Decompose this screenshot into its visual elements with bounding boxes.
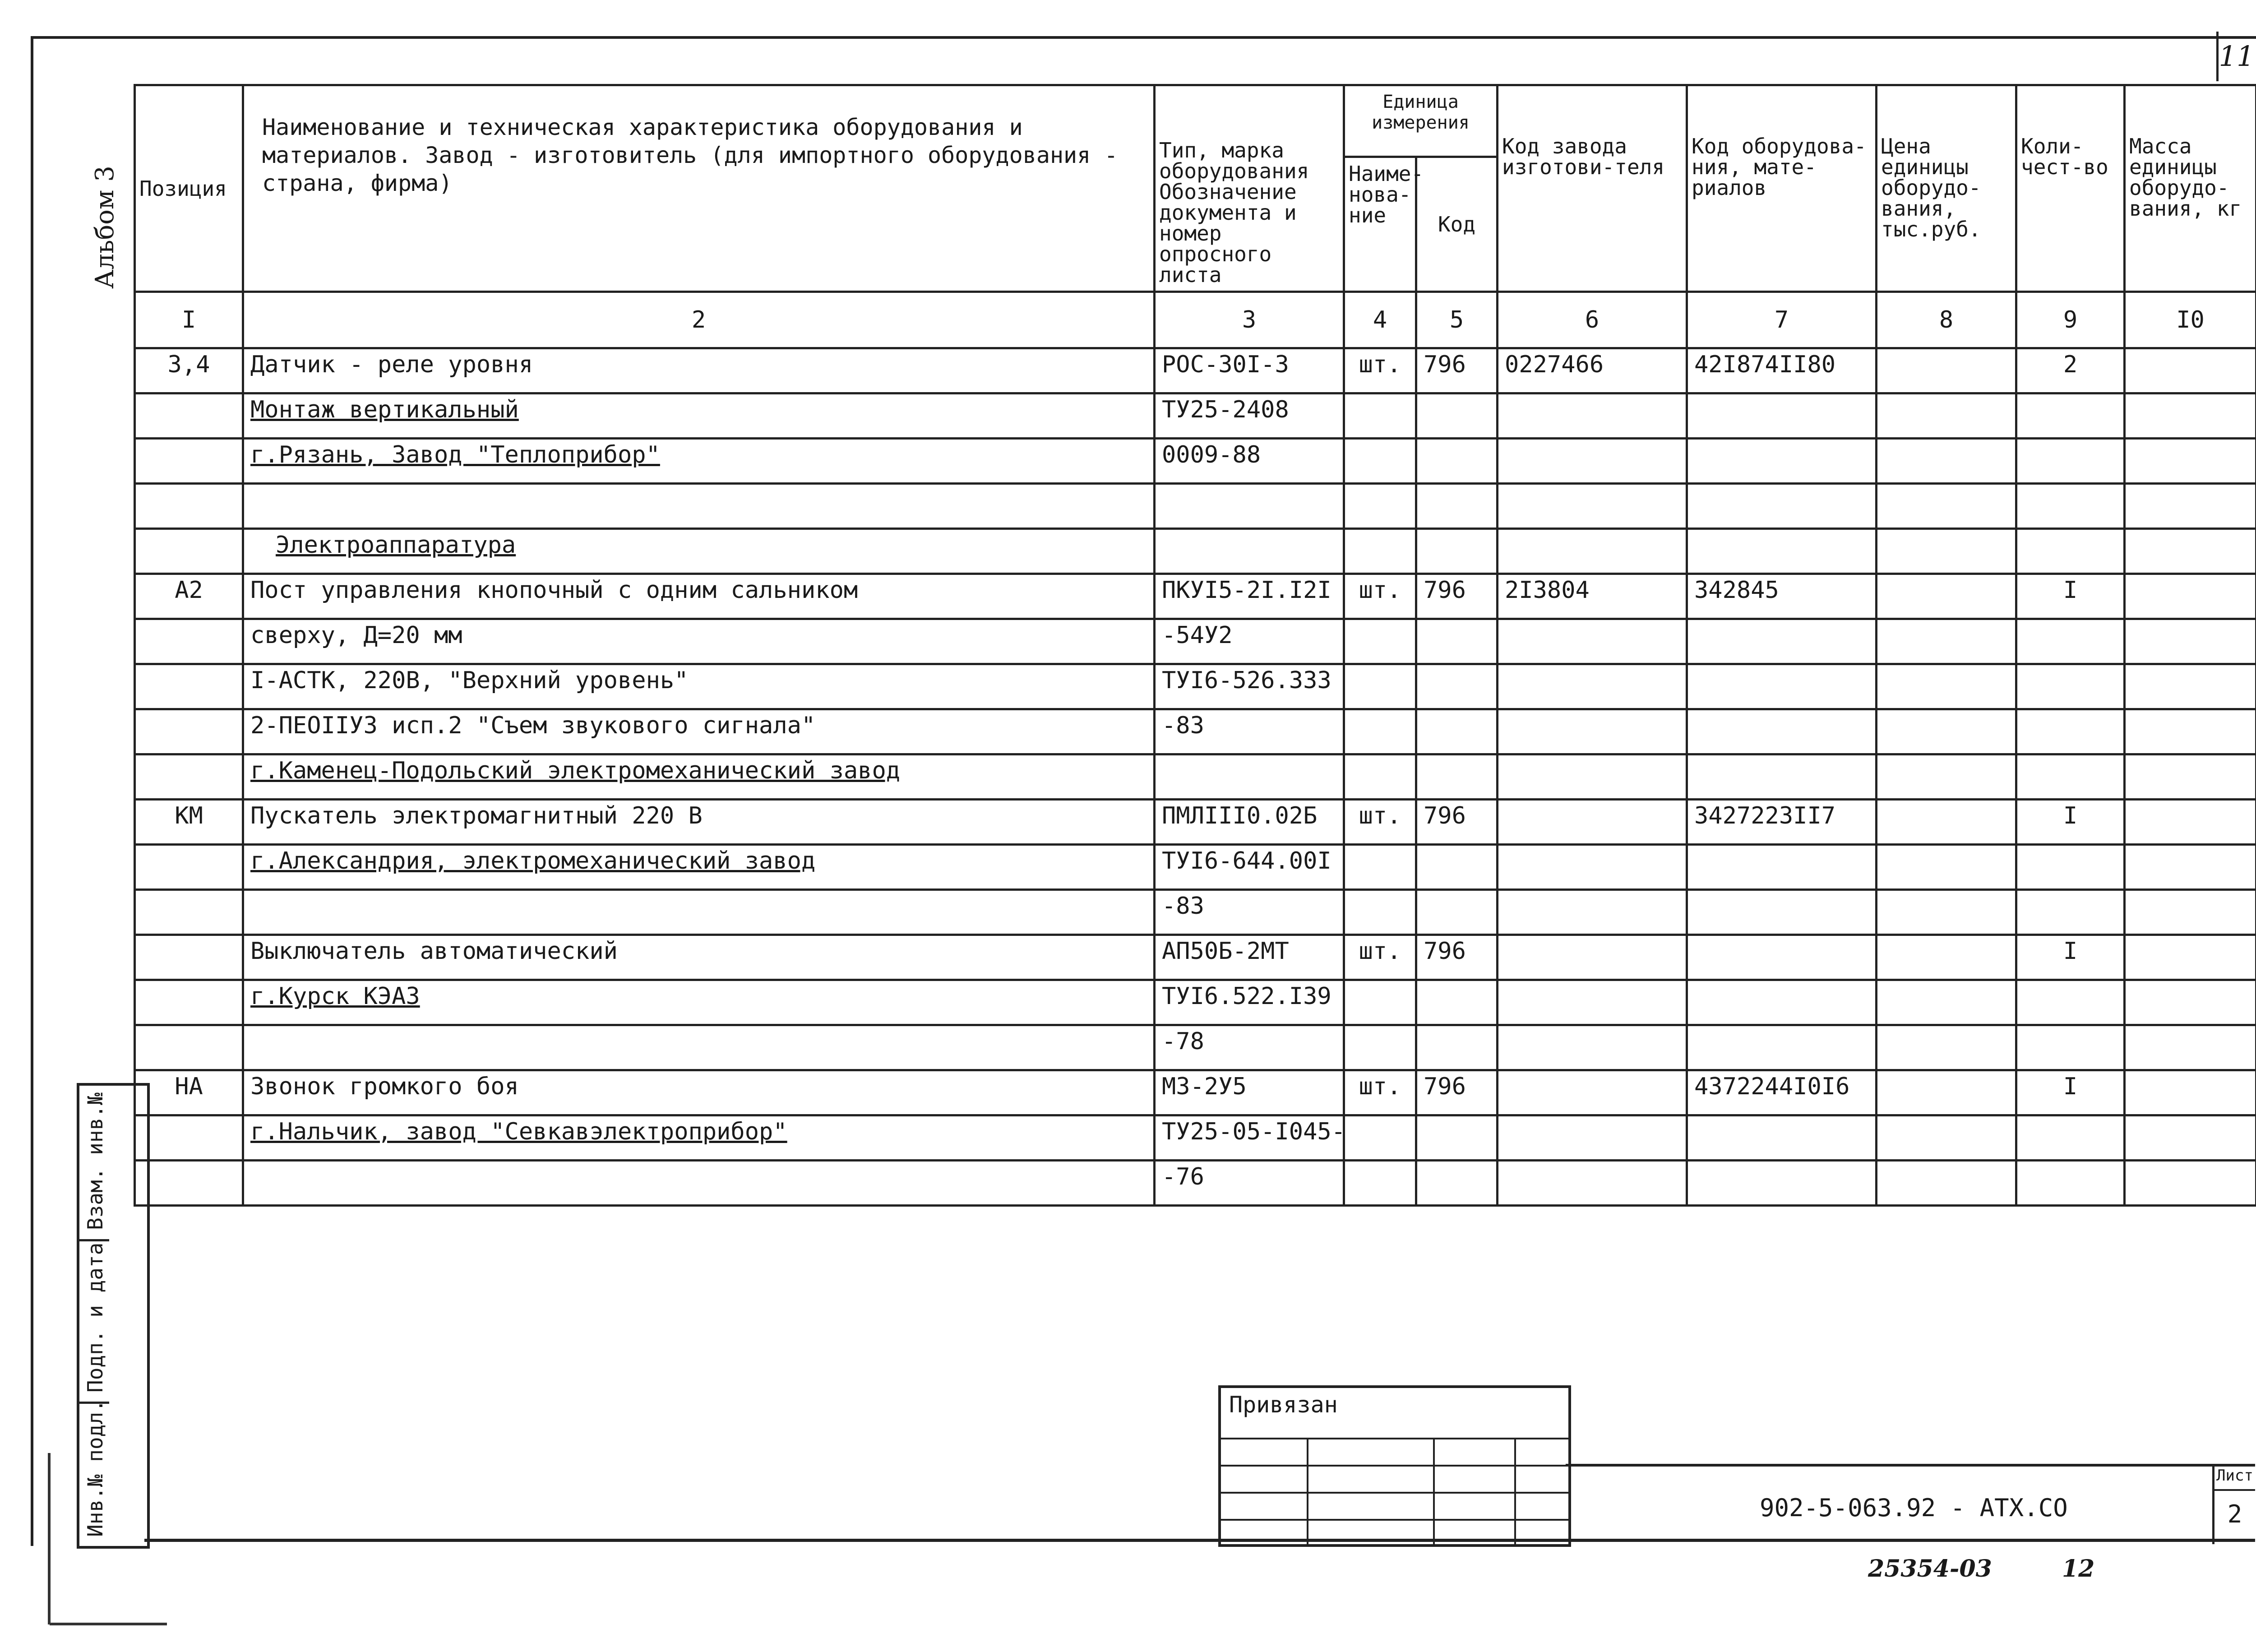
binding-box	[1218, 1385, 1571, 1547]
cell-position	[135, 1115, 243, 1161]
cell-name: г.Нальчик, завод "Севкавэлектроприбор"	[243, 1115, 1155, 1161]
table-row	[135, 1115, 2256, 1161]
cell-position	[135, 439, 243, 484]
cell-unit-code	[1416, 709, 1498, 754]
binding-label: Привязан	[1229, 1392, 1338, 1418]
cell-unit	[1344, 1115, 1416, 1161]
cell-plant-code	[1498, 845, 1687, 890]
cell-mass	[2125, 484, 2256, 529]
cell-unit-code	[1416, 1161, 1498, 1206]
cell-equip-code	[1687, 529, 1877, 574]
table-row	[135, 709, 2256, 754]
cell-qty	[2016, 1025, 2125, 1070]
cell-price	[1877, 935, 2016, 980]
cell-price	[1877, 709, 2016, 754]
document-code: 902-5-063.92 - АТХ.СО	[1760, 1494, 2068, 1522]
cell-mass	[2125, 619, 2256, 664]
cell-mass	[2125, 935, 2256, 980]
cell-name: г.Курск КЭАЗ	[243, 980, 1155, 1025]
cell-name: Пускатель электромагнитный 220 В	[243, 800, 1155, 845]
cell-unit	[1344, 845, 1416, 890]
cell-plant-code	[1498, 935, 1687, 980]
binding-divider	[1307, 1438, 1308, 1544]
cell-name	[243, 484, 1155, 529]
cell-price	[1877, 393, 2016, 439]
cell-qty: I	[2016, 800, 2125, 845]
cell-price	[1877, 1025, 2016, 1070]
cell-unit-code	[1416, 1115, 1498, 1161]
cell-name	[243, 1025, 1155, 1070]
cell-type: -76	[1155, 1161, 1344, 1206]
stamp-cell-sign	[79, 1239, 109, 1404]
cell-equip-code	[1687, 980, 1877, 1025]
cell-unit-code: 796	[1416, 1070, 1498, 1115]
cell-qty: I	[2016, 935, 2125, 980]
cell-equip-code: 3427223II7	[1687, 800, 1877, 845]
sheet-edge	[50, 1623, 167, 1625]
cell-equip-code	[1687, 1161, 1877, 1206]
header-price: Цена единицы оборудо-вания, тыс.руб.	[1877, 85, 2016, 292]
cell-plant-code	[1498, 1025, 1687, 1070]
cell-mass	[2125, 1161, 2256, 1206]
cell-name: г.Александрия, электромеханический завод	[243, 845, 1155, 890]
cell-equip-code	[1687, 709, 1877, 754]
column-number: 7	[1687, 292, 1877, 348]
table-row	[135, 484, 2256, 529]
cell-unit-code	[1416, 619, 1498, 664]
cell-price	[1877, 980, 2016, 1025]
table-row	[135, 529, 2256, 574]
cell-name: Пост управления кнопочный с одним сальником	[243, 574, 1155, 619]
cell-plant-code	[1498, 1115, 1687, 1161]
cell-qty: 2	[2016, 348, 2125, 393]
column-number: 9	[2016, 292, 2125, 348]
binding-rule	[1221, 1465, 1568, 1467]
cell-name: Звонок громкого боя	[243, 1070, 1155, 1115]
cell-plant-code: 0227466	[1498, 348, 1687, 393]
approval-stamp-strip	[77, 1083, 150, 1549]
column-number: 8	[1877, 292, 2016, 348]
table-row	[135, 1025, 2256, 1070]
cell-name: 2-ПЕОIIУ3 исп.2 "Съем звукового сигнала"	[243, 709, 1155, 754]
table-row	[135, 619, 2256, 664]
cell-type	[1155, 484, 1344, 529]
album-label: Альбом 3	[90, 166, 120, 289]
cell-equip-code	[1687, 1115, 1877, 1161]
cell-mass	[2125, 393, 2256, 439]
cell-unit: шт.	[1344, 1070, 1416, 1115]
cell-equip-code	[1687, 484, 1877, 529]
page-number: 12	[2062, 1555, 2095, 1583]
cell-plant-code	[1498, 439, 1687, 484]
cell-unit-code	[1416, 1025, 1498, 1070]
table-row	[135, 754, 2256, 800]
table-row	[135, 439, 2256, 484]
table-row	[135, 845, 2256, 890]
header-unit-group: Единица измерения	[1344, 85, 1498, 157]
cell-equip-code: 342845	[1687, 574, 1877, 619]
cell-plant-code	[1498, 800, 1687, 845]
cell-position	[135, 1025, 243, 1070]
cell-qty	[2016, 890, 2125, 935]
table-row	[135, 935, 2256, 980]
cell-price	[1877, 619, 2016, 664]
cell-unit	[1344, 1161, 1416, 1206]
cell-mass	[2125, 529, 2256, 574]
cell-unit-code	[1416, 890, 1498, 935]
cell-mass	[2125, 800, 2256, 845]
cell-type: -78	[1155, 1025, 1344, 1070]
stamp-cell-inv	[79, 1399, 109, 1543]
column-number: 5	[1416, 292, 1498, 348]
cell-qty	[2016, 484, 2125, 529]
header-qty: Коли-чест-во	[2016, 85, 2125, 292]
cell-equip-code	[1687, 754, 1877, 800]
cell-unit-code	[1416, 484, 1498, 529]
cell-unit-code: 796	[1416, 574, 1498, 619]
header-name: Наименование и техническая характеристика оборудования и материалов. Завод - изготовитель (для импортного оборудования - страна, фирма)	[243, 85, 1155, 292]
header-type: Тип, марка оборудования Обозначение документа и номер опросного листа	[1155, 85, 1344, 292]
cell-equip-code	[1687, 935, 1877, 980]
cell-position	[135, 935, 243, 980]
cell-plant-code	[1498, 980, 1687, 1025]
cell-equip-code	[1687, 845, 1877, 890]
cell-position	[135, 709, 243, 754]
cell-name: г.Каменец-Подольский электромеханический завод	[243, 754, 1155, 800]
binding-rule	[1221, 1519, 1568, 1521]
header-mass: Масса единицы оборудо-вания, кг	[2125, 85, 2256, 292]
header-position: Позиция	[135, 85, 243, 292]
cell-mass	[2125, 845, 2256, 890]
cell-qty	[2016, 1115, 2125, 1161]
cell-type: -54У2	[1155, 619, 1344, 664]
cell-position: А2	[135, 574, 243, 619]
cell-position: 3,4	[135, 348, 243, 393]
cell-type: ПКУI5-2I.I2I	[1155, 574, 1344, 619]
header-equip-code: Код оборудова-ния, мате-риалов	[1687, 85, 1877, 292]
cell-unit-code: 796	[1416, 348, 1498, 393]
binding-divider	[1433, 1438, 1435, 1544]
cell-type: РОС-30I-3	[1155, 348, 1344, 393]
cell-qty	[2016, 1161, 2125, 1206]
cell-type: 0009-88	[1155, 439, 1344, 484]
cell-type: -83	[1155, 890, 1344, 935]
cell-type: ТУ25-05-I045-	[1155, 1115, 1344, 1161]
stamp-label-sign: Подп. и дата	[83, 1242, 107, 1393]
cell-type	[1155, 754, 1344, 800]
cell-position: КМ	[135, 800, 243, 845]
cell-unit-code: 796	[1416, 935, 1498, 980]
cell-unit	[1344, 980, 1416, 1025]
cell-price	[1877, 890, 2016, 935]
cell-price	[1877, 574, 2016, 619]
column-number: I0	[2125, 292, 2256, 348]
cell-mass	[2125, 664, 2256, 709]
cell-plant-code	[1498, 890, 1687, 935]
cell-qty	[2016, 529, 2125, 574]
cell-position	[135, 484, 243, 529]
cell-qty	[2016, 709, 2125, 754]
cell-equip-code: 42I874II80	[1687, 348, 1877, 393]
cell-unit: шт.	[1344, 574, 1416, 619]
title-block	[1566, 1464, 2255, 1544]
cell-price	[1877, 1115, 2016, 1161]
cell-unit	[1344, 393, 1416, 439]
cell-price	[1877, 529, 2016, 574]
cell-position	[135, 529, 243, 574]
cell-price	[1877, 484, 2016, 529]
cell-unit-code	[1416, 439, 1498, 484]
cell-qty	[2016, 664, 2125, 709]
cell-mass	[2125, 980, 2256, 1025]
sheet-label: Лист	[2214, 1467, 2255, 1491]
column-number: 3	[1155, 292, 1344, 348]
cell-plant-code	[1498, 1070, 1687, 1115]
cell-equip-code	[1687, 439, 1877, 484]
cell-type: ТУI6-644.00I	[1155, 845, 1344, 890]
cell-plant-code	[1498, 1161, 1687, 1206]
cell-qty	[2016, 980, 2125, 1025]
cell-qty	[2016, 439, 2125, 484]
cell-name: I-АСТК, 220В, "Верхний уровень"	[243, 664, 1155, 709]
cell-plant-code	[1498, 709, 1687, 754]
cell-type: ТУ25-2408	[1155, 393, 1344, 439]
cell-unit	[1344, 890, 1416, 935]
sheet-corner-number: 11	[2216, 32, 2255, 81]
cell-unit	[1344, 529, 1416, 574]
table-row	[135, 890, 2256, 935]
cell-unit-code	[1416, 529, 1498, 574]
cell-unit	[1344, 709, 1416, 754]
sheet-edge	[48, 1453, 51, 1624]
cell-type: ТУI6-526.333	[1155, 664, 1344, 709]
cell-name: г.Рязань, Завод "Теплоприбор"	[243, 439, 1155, 484]
cell-type	[1155, 529, 1344, 574]
cell-position	[135, 890, 243, 935]
cell-qty: I	[2016, 574, 2125, 619]
cell-name: Выключатель автоматический	[243, 935, 1155, 980]
cell-mass	[2125, 709, 2256, 754]
cell-position	[135, 664, 243, 709]
order-number: 25354-03	[1868, 1555, 1992, 1583]
table-row	[135, 393, 2256, 439]
cell-unit-code	[1416, 980, 1498, 1025]
binding-divider	[1514, 1438, 1516, 1544]
sheet-number: 2	[2227, 1500, 2242, 1528]
cell-unit	[1344, 439, 1416, 484]
column-number: I	[135, 292, 243, 348]
cell-plant-code	[1498, 619, 1687, 664]
cell-name	[243, 1161, 1155, 1206]
cell-price	[1877, 754, 2016, 800]
cell-qty	[2016, 754, 2125, 800]
stamp-label-replace: Взам. инв.№	[83, 1092, 107, 1230]
table-row	[135, 1161, 2256, 1206]
cell-plant-code	[1498, 393, 1687, 439]
cell-qty	[2016, 845, 2125, 890]
cell-equip-code	[1687, 393, 1877, 439]
cell-type: МЗ-2У5	[1155, 1070, 1344, 1115]
cell-price	[1877, 1161, 2016, 1206]
cell-unit: шт.	[1344, 348, 1416, 393]
cell-type: -83	[1155, 709, 1344, 754]
table-row	[135, 348, 2256, 393]
cell-equip-code: 4372244I0I6	[1687, 1070, 1877, 1115]
cell-mass	[2125, 1115, 2256, 1161]
cell-position	[135, 393, 243, 439]
cell-qty: I	[2016, 1070, 2125, 1115]
stamp-cell-replace	[79, 1086, 109, 1241]
cell-name: сверху, Д=20 мм	[243, 619, 1155, 664]
cell-price	[1877, 348, 2016, 393]
sheet-cell	[2212, 1467, 2255, 1544]
table-row	[135, 574, 2256, 619]
stamp-label-inv: Инв.№ подл.	[83, 1399, 107, 1537]
table-row	[135, 980, 2256, 1025]
cell-position	[135, 754, 243, 800]
cell-qty	[2016, 619, 2125, 664]
cell-position: НА	[135, 1070, 243, 1115]
cell-equip-code	[1687, 664, 1877, 709]
cell-mass	[2125, 439, 2256, 484]
cell-type: ПМЛIII0.02Б	[1155, 800, 1344, 845]
cell-unit: шт.	[1344, 800, 1416, 845]
cell-plant-code	[1498, 529, 1687, 574]
cell-unit	[1344, 664, 1416, 709]
cell-mass	[2125, 574, 2256, 619]
cell-unit-code	[1416, 393, 1498, 439]
table-row	[135, 664, 2256, 709]
cell-unit-code	[1416, 664, 1498, 709]
cell-name: Датчик - реле уровня	[243, 348, 1155, 393]
cell-price	[1877, 845, 2016, 890]
cell-price	[1877, 800, 2016, 845]
cell-price	[1877, 1070, 2016, 1115]
cell-name: Электроаппаратура	[243, 529, 1155, 574]
cell-qty	[2016, 393, 2125, 439]
cell-plant-code	[1498, 754, 1687, 800]
cell-type: ТУI6.522.I39	[1155, 980, 1344, 1025]
cell-unit	[1344, 484, 1416, 529]
cell-plant-code	[1498, 664, 1687, 709]
cell-type: АП50Б-2МТ	[1155, 935, 1344, 980]
cell-equip-code	[1687, 1025, 1877, 1070]
cell-unit	[1344, 1025, 1416, 1070]
cell-mass	[2125, 348, 2256, 393]
cell-mass	[2125, 754, 2256, 800]
table-row	[135, 800, 2256, 845]
column-number: 2	[243, 292, 1155, 348]
cell-equip-code	[1687, 619, 1877, 664]
cell-position	[135, 619, 243, 664]
header-unit-name: Наиме-нова-ние	[1344, 157, 1416, 292]
specification-table	[134, 84, 2256, 1207]
column-number: 6	[1498, 292, 1687, 348]
cell-unit-code: 796	[1416, 800, 1498, 845]
cell-position	[135, 845, 243, 890]
binding-rule	[1221, 1492, 1568, 1494]
cell-name	[243, 890, 1155, 935]
binding-rule	[1221, 1438, 1568, 1439]
table-row	[135, 1070, 2256, 1115]
header-plant-code: Код завода изготови-теля	[1498, 85, 1687, 292]
cell-price	[1877, 664, 2016, 709]
cell-equip-code	[1687, 890, 1877, 935]
cell-position	[135, 1161, 243, 1206]
cell-unit-code	[1416, 754, 1498, 800]
column-number: 4	[1344, 292, 1416, 348]
cell-unit: шт.	[1344, 935, 1416, 980]
cell-plant-code	[1498, 484, 1687, 529]
cell-mass	[2125, 1070, 2256, 1115]
cell-mass	[2125, 890, 2256, 935]
cell-price	[1877, 439, 2016, 484]
cell-mass	[2125, 1025, 2256, 1070]
cell-unit-code	[1416, 845, 1498, 890]
cell-plant-code: 2I3804	[1498, 574, 1687, 619]
cell-position	[135, 980, 243, 1025]
header-unit-code: Код	[1416, 157, 1498, 292]
cell-unit	[1344, 619, 1416, 664]
cell-name: Монтаж вертикальный	[243, 393, 1155, 439]
cell-unit	[1344, 754, 1416, 800]
